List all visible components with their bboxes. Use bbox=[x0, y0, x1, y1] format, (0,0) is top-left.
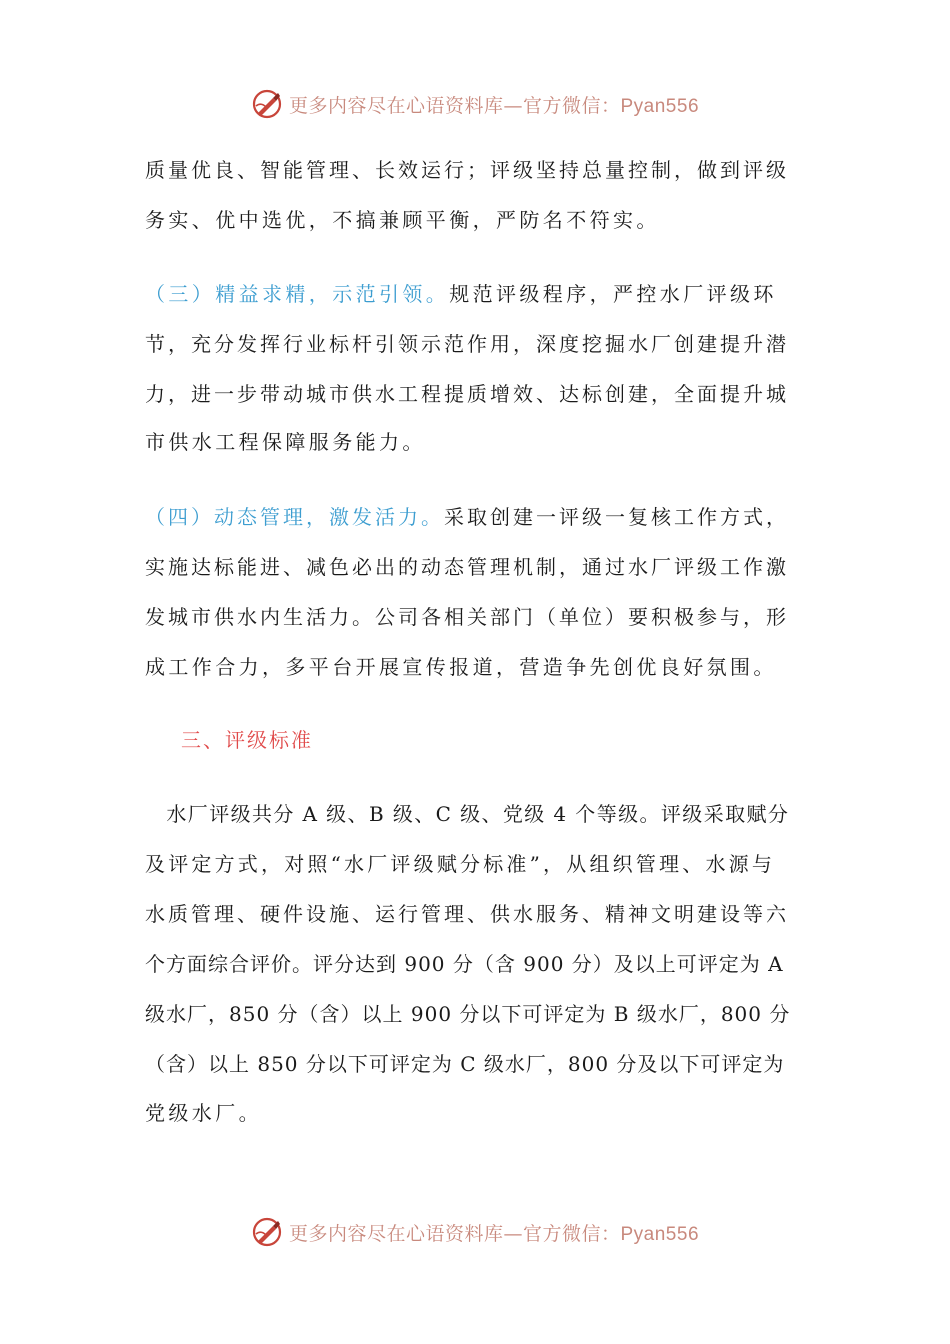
footer-banner bbox=[0, 1210, 950, 1254]
paragraph-line: 级水厂，850 分（含）以上 900 分以下可评定为 B 级水厂，800 分 bbox=[145, 1002, 791, 1026]
paragraph-line: 务实、优中选优，不搞兼顾平衡，严防名不符实。 bbox=[145, 208, 660, 232]
paragraph-line: 发城市供水内生活力。公司各相关部门（单位）要积极参与，形 bbox=[145, 605, 789, 629]
paragraph-line: 成工作合力，多平台开展宣传报道，营造争先创优良好氛围。 bbox=[145, 655, 777, 679]
item4-label: （四）动态管理，激发活力。 bbox=[145, 505, 444, 529]
paragraph-line: 质量优良、智能管理、长效运行；评级坚持总量控制，做到评级 bbox=[145, 158, 789, 182]
section-heading: 三、评级标准 bbox=[181, 728, 313, 752]
item3-first-line: （三）精益求精，示范引领。规范评级程序，严控水厂评级环 bbox=[145, 282, 777, 306]
pen-logo-icon bbox=[251, 1216, 283, 1248]
paragraph-line: （含）以上 850 分以下可评定为 C 级水厂，800 分及以下可评定为 bbox=[145, 1052, 785, 1076]
paragraph-line: 水厂评级共分 A 级、B 级、C 级、党级 4 个等级。评级采取赋分 bbox=[145, 802, 790, 826]
paragraph-line: 水质管理、硬件设施、运行管理、供水服务、精神文明建设等六 bbox=[145, 902, 789, 926]
paragraph-line: 节，充分发挥行业标杆引领示范作用，深度挖掘水厂创建提升潜 bbox=[145, 332, 789, 356]
item3-label: （三）精益求精，示范引领。 bbox=[145, 282, 450, 306]
banner-text: 更多内容尽在心语资料库—官方微信：Pyan556 bbox=[288, 94, 700, 117]
paragraph-line: 力，进一步带动城市供水工程提质增效、达标创建，全面提升城 bbox=[145, 382, 789, 406]
banner-text: 更多内容尽在心语资料库—官方微信：Pyan556 bbox=[288, 1222, 700, 1245]
header-banner bbox=[0, 82, 950, 126]
pen-logo-icon bbox=[251, 88, 283, 120]
paragraph-line: 及评定方式，对照“水厂评级赋分标准”，从组织管理、水源与 bbox=[145, 852, 776, 876]
paragraph-line: 市供水工程保障服务能力。 bbox=[145, 430, 426, 454]
paragraph-line: 党级水厂。 bbox=[145, 1101, 262, 1125]
paragraph-line: 实施达标能进、减色必出的动态管理机制，通过水厂评级工作激 bbox=[145, 555, 789, 579]
item4-first-line: （四）动态管理，激发活力。采取创建一评级一复核工作方式， bbox=[145, 505, 789, 529]
paragraph-line: 个方面综合评价。评分达到 900 分（含 900 分）及以上可评定为 A bbox=[145, 952, 784, 976]
